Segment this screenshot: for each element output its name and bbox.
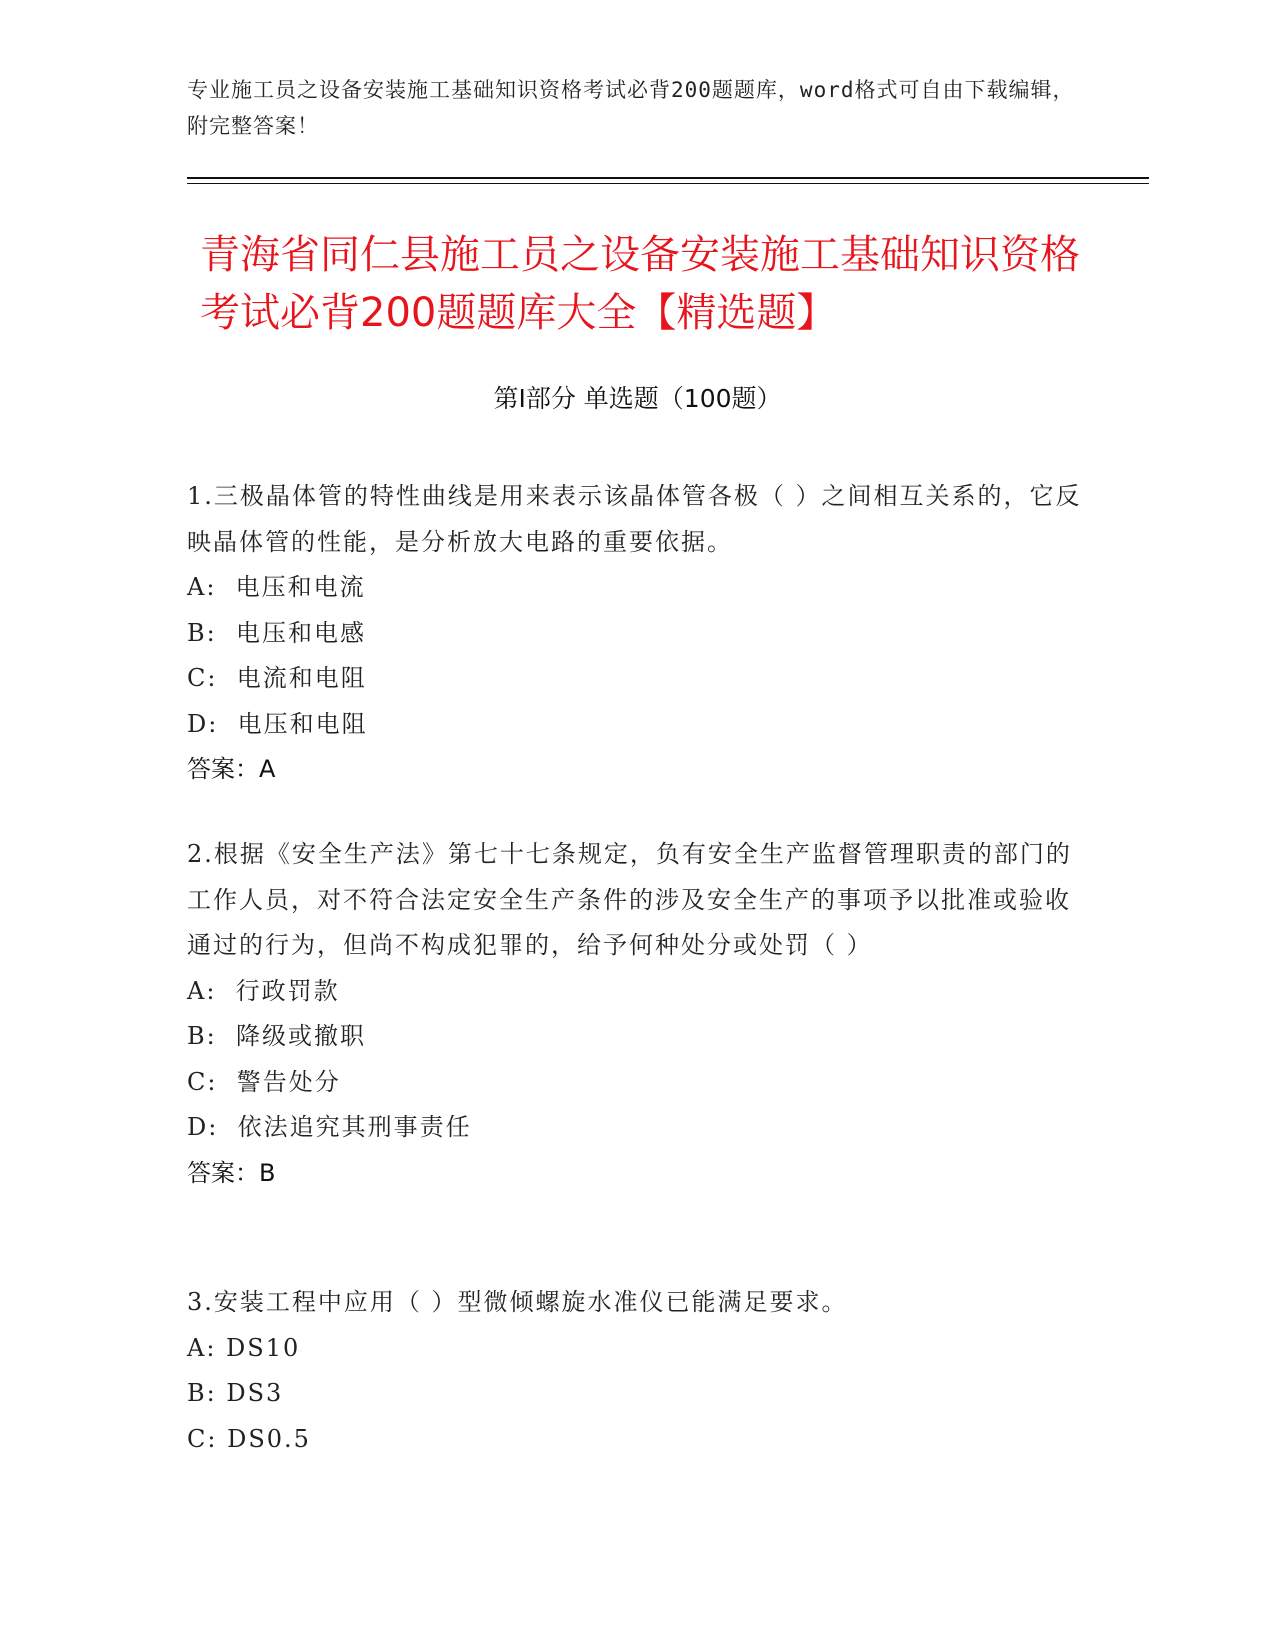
option-b: B: 降级或撤职 — [187, 1022, 366, 1050]
question-stem: 3.安装工程中应用（ ）型微倾螺旋水准仪已能满足要求。 — [187, 1288, 848, 1316]
answer-text: 答案：B — [187, 1158, 276, 1187]
option-c: C: 警告处分 — [187, 1067, 341, 1096]
option-b: B: 电压和电感 — [187, 618, 366, 647]
header-divider-thick — [187, 177, 1149, 179]
document-title: 青海省同仁县施工员之设备安装施工基础知识资格考试必背200题题库大全【精选题】 — [200, 232, 1080, 336]
option-d: D: 依法追究其刑事责任 — [187, 1113, 472, 1141]
question-3 — [187, 1280, 1087, 1462]
header-divider-thin — [187, 183, 1149, 184]
question-stem: 2.根据《安全生产法》第七十七条规定，负有安全生产监督管理职责的部门的工作人员，对不符合法定安全生产条件的涉及安全生产的事项予以批准或验收通过的行为，但尚不构成犯罪的，给予何种处分或处罚（ ） — [187, 840, 1072, 959]
section-title: 第Ⅰ部分 单选题（100题） — [493, 384, 782, 413]
answer-text: 答案：A — [187, 755, 276, 783]
option-a: A: DS10 — [187, 1333, 301, 1362]
option-c: C: DS0.5 — [187, 1424, 311, 1453]
header-note: 专业施工员之设备安装施工基础知识资格考试必背200题题库，word格式可自由下载编辑，附完整答案！ — [187, 78, 1075, 138]
option-a: A: 电压和电流 — [187, 573, 366, 601]
option-d: D: 电压和电阻 — [187, 709, 368, 738]
option-b: B: DS3 — [187, 1379, 284, 1407]
question-1 — [187, 474, 1087, 793]
question-stem: 1.三极晶体管的特性曲线是用来表示该晶体管各极（ ）之间相互关系的，它反映晶体管的性能，是分析放大电路的重要依据。 — [187, 482, 1082, 556]
question-2 — [187, 832, 1087, 1196]
option-a: A: 行政罚款 — [187, 976, 340, 1005]
option-c: C: 电流和电阻 — [187, 664, 367, 692]
